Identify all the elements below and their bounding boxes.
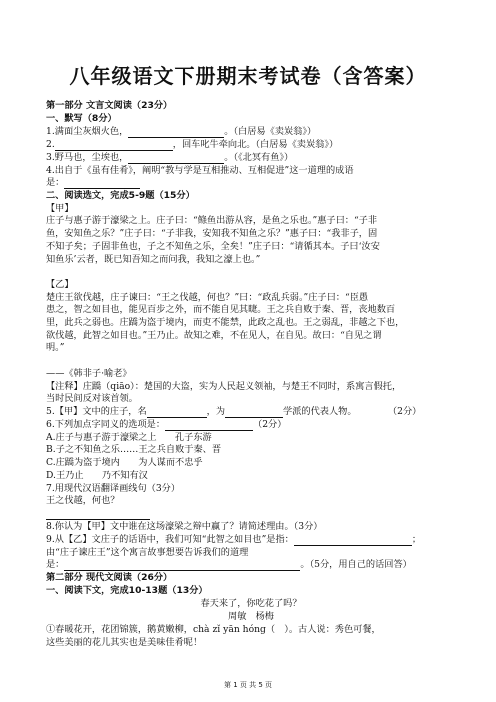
answer-blank[interactable] — [147, 407, 207, 418]
passage-jia-label: 【甲】 — [46, 203, 74, 214]
part2-heading: 第二部分 现代文阅读（26分） — [46, 572, 173, 583]
passage-jia-line: 不知子矣；子固非鱼也，子之不知鱼之乐，全矣！”庄子曰：“请循其本。子曰‘汝安 — [46, 241, 380, 252]
passage-note: 当时民间反对该首领。 — [46, 393, 138, 404]
answer-blank[interactable] — [64, 178, 140, 189]
q1: 1.满面尘灰烟火色， 。（白居易《卖炭翁》） — [46, 126, 317, 137]
page-title: 八年级语文下册期末考试卷（含答案） — [69, 64, 427, 88]
q6: 6.下列加点字同义的选项是： （2分） — [46, 419, 287, 430]
answer-blank[interactable] — [55, 140, 173, 151]
passage-jia-line: 庄子与惠子游于濠梁之上。庄子曰：“鲦鱼出游从容，是鱼之乐也。”惠子曰：“子非 — [46, 215, 378, 226]
q4: 4.出自于《虽有佳肴》，阐明“教与学是互相推动、互相促进”这一道理的成语 — [46, 165, 354, 176]
answer-blank[interactable] — [165, 420, 253, 431]
answer-blank[interactable] — [225, 407, 283, 418]
passage-yi-label: 【乙】 — [46, 279, 74, 290]
q9-cont: 由“庄子谏庄王”这个寓言故事想要告诉我们的道理 — [46, 547, 249, 558]
section3-heading: 一、阅读下文，完成10-13题（13分） — [46, 585, 208, 596]
answer-blank[interactable] — [128, 127, 224, 138]
passage-yi-line: 楚庄王欲伐越，庄子谏曰：“王之伐越，何也？”曰：“政乱兵弱。”庄子曰：“臣愚 — [46, 292, 369, 303]
part1-heading: 第一部分 文言文阅读（23分） — [46, 100, 173, 111]
q8: 8.你认为【甲】文中谁在这场濠梁之辩中赢了？请简述理由。（3分） — [46, 521, 323, 532]
q7-answer — [46, 507, 456, 520]
article-paragraph: 这些美丽的花儿其实也是美味佳肴呢！ — [46, 637, 203, 648]
section1-heading: 一、默写（8分） — [46, 113, 117, 124]
q6-option-c: C.庄蹻为盗于境内 为人谋而不忠乎 — [46, 457, 203, 468]
q2: 2. ，回车叱牛牵向北。（白居易《卖炭翁》） — [46, 139, 339, 150]
q9: 9.从【乙】文庄子的话语中，我们可知“此智之如目也”是指： ； — [46, 534, 422, 545]
q3: 3.野马也，尘埃也， 。（《北冥有鱼》） — [46, 152, 294, 163]
q7-sentence: 王之伐越，何也？ — [46, 495, 120, 506]
q6-option-d: D.王乃止 乃不知有汉 — [46, 470, 148, 481]
article-paragraph: ①春暖花开，花团锦簇，鹅黄嫩柳，chà zǐ yān hóng（ ）。古人说：秀色可餐， — [46, 624, 381, 635]
q9-answer: 是： 。（5分，用自己的话回答） — [46, 559, 412, 570]
passage-yi-line: 欲伐越，此智之如目也。”王乃止。故知之难，不在见人，在自见。故曰：“自见之谓 — [46, 330, 382, 341]
q5: 5.【甲】文中的庄子，名 ，为 学派的代表人物。 （2分） — [46, 406, 422, 417]
q6-option-a: A.庄子与惠子游于濠梁之上 孔子东游 — [46, 432, 212, 443]
passage-yi-line: 里，此兵之弱也。庄蹻为盗于境内，而吏不能禁，此政之乱也。王之弱乱，非越之下也， — [46, 317, 405, 328]
article-title: 春天来了，你吃花了吗？ — [200, 598, 302, 609]
page-footer: 第 1 页 共 5 页 — [223, 681, 273, 689]
answer-blank[interactable] — [128, 153, 224, 164]
q6-option-b: B.子之不知鱼之乐……王之兵自败于秦、晋 — [46, 444, 222, 455]
passage-jia-line: 鱼，安知鱼之乐？”庄子曰：“子非我，安知我不知鱼之乐？”惠子曰：“我非子，固 — [46, 228, 378, 239]
q7: 7.用现代汉语翻译画线句（3分） — [46, 483, 181, 494]
answer-blank[interactable] — [294, 535, 412, 546]
passage-jia-line: 知鱼乐’云者，既已知吾知之而问我，我知之濠上也。” — [46, 254, 261, 265]
passage-source: ——《韩非子·喻老》 — [46, 368, 132, 379]
q4-answer: 是： — [46, 176, 456, 189]
passage-yi-line: 患之，智之如目也，能见百步之外，而不能自见其睫。王之兵自败于秦、晋，丧地数百 — [46, 304, 396, 315]
passage-note: 【注释】庄蹻（qiāo）：楚国的大盗，实为人民起义领袖，与楚王不同时，系寓言假托， — [46, 381, 402, 392]
answer-blank[interactable] — [64, 560, 300, 571]
article-author: 周敏 杨梅 — [228, 611, 274, 622]
section2-heading: 二、阅读选文，完成5-9题（15分） — [46, 190, 195, 201]
passage-yi-line: 明。” — [46, 342, 65, 353]
answer-blank[interactable] — [46, 509, 150, 520]
